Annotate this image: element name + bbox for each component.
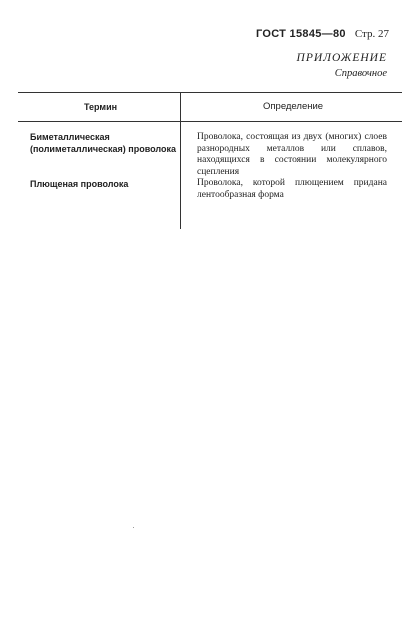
table-row-definition: Проволока, которой плющением придана лентообразная форма xyxy=(197,178,387,200)
appendix-heading xyxy=(297,52,387,79)
column-header-definition: Определение xyxy=(263,101,324,112)
table-top-rule xyxy=(18,92,402,93)
table-header-rule xyxy=(18,121,402,122)
page-number: Стр. 27 xyxy=(354,28,389,40)
column-header-term: Термин xyxy=(84,102,118,112)
page-header xyxy=(256,28,389,40)
table-row-term: Биметаллическая (полиметаллическая) проволока xyxy=(30,132,176,154)
table-row-term: Плющеная проволока xyxy=(30,179,129,189)
appendix-title: ПРИЛОЖЕНИЕ xyxy=(296,52,387,64)
table-row-definition: Проволока, состоящая из двух (многих) слоев разнородных металлов или сплавов, находящихся в состоянии молекулярного сцепления xyxy=(197,132,387,177)
standard-number: ГОСТ 15845—80 xyxy=(255,28,346,40)
appendix-subtitle: Справочное xyxy=(334,68,387,79)
scan-speck xyxy=(133,527,134,528)
